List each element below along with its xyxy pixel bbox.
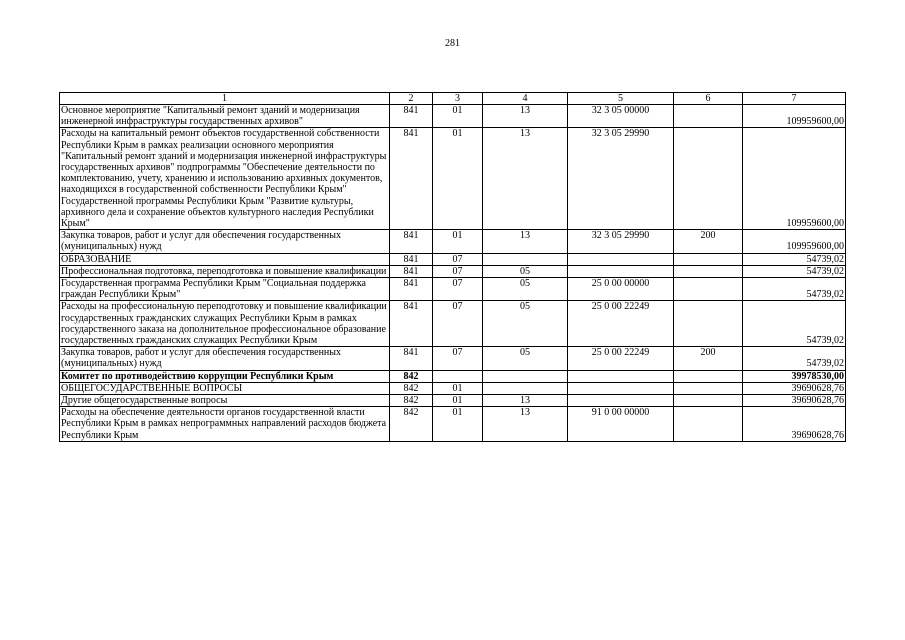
row-name-cell: Государственная программа Республики Крым "Социальная поддержка граждан Республики Крым" [60, 278, 390, 301]
row-amount-cell: 54739,02 [743, 278, 846, 301]
row-section-cell: 01 [433, 105, 483, 128]
row-target-cell: 25 0 00 22249 [568, 301, 674, 347]
row-subsection-cell [483, 382, 568, 394]
row-amount-cell: 54739,02 [743, 301, 846, 347]
row-name-cell: Комитет по противодействию коррупции Республики Крым [60, 370, 390, 382]
row-subsection-cell: 05 [483, 347, 568, 370]
row-subsection-cell [483, 370, 568, 382]
table-row [60, 230, 846, 253]
row-type-cell: 200 [674, 347, 743, 370]
row-name-cell: Расходы на профессиональную переподготовку и повышение квалификации государственных гражданских служащих Республики Крым в рамках государственного заказа на дополнительное профессиональное образование государственных гражданских служащих Республики Крым [60, 301, 390, 347]
row-code-cell: 841 [390, 278, 433, 301]
table-row [60, 265, 846, 277]
row-name-cell: Основное мероприятие "Капитальный ремонт зданий и модернизация инженерной инфраструктуры государственных архивов" [60, 105, 390, 128]
row-section-cell [433, 370, 483, 382]
row-target-cell [568, 253, 674, 265]
row-subsection-cell: 13 [483, 395, 568, 407]
table-body [60, 93, 846, 442]
row-name-cell: Закупка товаров, работ и услуг для обеспечения государственных (муниципальных) нужд [60, 230, 390, 253]
table-row [60, 382, 846, 394]
budget-table [59, 92, 846, 442]
table-row [60, 278, 846, 301]
row-amount-cell: 39690628,76 [743, 407, 846, 442]
row-code-cell: 841 [390, 128, 433, 230]
row-code-cell: 841 [390, 105, 433, 128]
row-section-cell: 01 [433, 230, 483, 253]
table-row [60, 407, 846, 442]
row-target-cell [568, 395, 674, 407]
row-amount-cell: 109959600,00 [743, 105, 846, 128]
row-section-cell: 07 [433, 278, 483, 301]
row-type-cell [674, 105, 743, 128]
row-target-cell [568, 370, 674, 382]
row-code-cell: 842 [390, 395, 433, 407]
table-row [60, 128, 846, 230]
table-row [60, 253, 846, 265]
row-name-cell: Расходы на обеспечение деятельности органов государственной власти Республики Крым в рамках непрограммных направлений расходов бюджета Республики Крым [60, 407, 390, 442]
row-name-cell: ОБРАЗОВАНИЕ [60, 253, 390, 265]
row-target-cell: 32 3 05 29990 [568, 230, 674, 253]
column-header: 6 [674, 93, 743, 105]
row-type-cell [674, 407, 743, 442]
row-section-cell: 07 [433, 265, 483, 277]
row-name-cell: Другие общегосударственные вопросы [60, 395, 390, 407]
row-amount-cell: 54739,02 [743, 265, 846, 277]
row-subsection-cell: 05 [483, 278, 568, 301]
header-row [60, 93, 846, 105]
row-type-cell [674, 395, 743, 407]
row-target-cell [568, 382, 674, 394]
row-section-cell: 07 [433, 253, 483, 265]
column-header: 5 [568, 93, 674, 105]
row-amount-cell: 39978530,00 [743, 370, 846, 382]
row-code-cell: 841 [390, 347, 433, 370]
row-section-cell: 01 [433, 382, 483, 394]
row-section-cell: 07 [433, 301, 483, 347]
row-subsection-cell: 05 [483, 301, 568, 347]
row-target-cell [568, 265, 674, 277]
row-subsection-cell: 05 [483, 265, 568, 277]
table-row [60, 105, 846, 128]
table-row [60, 301, 846, 347]
column-header: 3 [433, 93, 483, 105]
row-code-cell: 842 [390, 382, 433, 394]
row-subsection-cell: 13 [483, 230, 568, 253]
row-name-cell: ОБЩЕГОСУДАРСТВЕННЫЕ ВОПРОСЫ [60, 382, 390, 394]
row-amount-cell: 109959600,00 [743, 128, 846, 230]
row-code-cell: 841 [390, 301, 433, 347]
row-subsection-cell: 13 [483, 128, 568, 230]
column-header: 7 [743, 93, 846, 105]
row-amount-cell: 54739,02 [743, 253, 846, 265]
row-type-cell [674, 278, 743, 301]
row-subsection-cell [483, 253, 568, 265]
row-amount-cell: 54739,02 [743, 347, 846, 370]
row-amount-cell: 39690628,76 [743, 395, 846, 407]
row-type-cell [674, 128, 743, 230]
row-type-cell [674, 382, 743, 394]
row-code-cell: 841 [390, 230, 433, 253]
table-row [60, 395, 846, 407]
row-subsection-cell: 13 [483, 105, 568, 128]
row-target-cell: 25 0 00 22249 [568, 347, 674, 370]
row-target-cell: 32 3 05 29990 [568, 128, 674, 230]
table-row [60, 370, 846, 382]
column-header: 4 [483, 93, 568, 105]
row-section-cell: 01 [433, 407, 483, 442]
row-section-cell: 01 [433, 395, 483, 407]
row-type-cell [674, 265, 743, 277]
row-section-cell: 07 [433, 347, 483, 370]
row-type-cell: 200 [674, 230, 743, 253]
row-name-cell: Закупка товаров, работ и услуг для обеспечения государственных (муниципальных) нужд [60, 347, 390, 370]
row-name-cell: Расходы на капитальный ремонт объектов государственной собственности Республики Крым в рамках реализации основного мероприятия "Капитальный ремонт зданий и модернизация инженерной инфраструктуры государственных архивов" подпрограммы "Обеспечение деятельности по комплектованию, учету, хранению и использованию архивных документов, находящихся в государственной собственности Республики Крым" Государственной программы Республики Крым "Развитие культуры, архивного дела и сохранение объектов культурного наследия Республики Крым" [60, 128, 390, 230]
table-row [60, 347, 846, 370]
row-type-cell [674, 370, 743, 382]
row-code-cell: 841 [390, 253, 433, 265]
column-header: 1 [60, 93, 390, 105]
row-code-cell: 841 [390, 265, 433, 277]
row-type-cell [674, 253, 743, 265]
row-target-cell: 25 0 00 00000 [568, 278, 674, 301]
row-name-cell: Профессиональная подготовка, переподготовка и повышение квалификации [60, 265, 390, 277]
row-amount-cell: 109959600,00 [743, 230, 846, 253]
row-code-cell: 842 [390, 370, 433, 382]
row-type-cell [674, 301, 743, 347]
row-target-cell: 91 0 00 00000 [568, 407, 674, 442]
row-code-cell: 842 [390, 407, 433, 442]
row-target-cell: 32 3 05 00000 [568, 105, 674, 128]
page-number: 281 [445, 38, 460, 49]
row-amount-cell: 39690628,76 [743, 382, 846, 394]
column-header: 2 [390, 93, 433, 105]
row-section-cell: 01 [433, 128, 483, 230]
row-subsection-cell: 13 [483, 407, 568, 442]
